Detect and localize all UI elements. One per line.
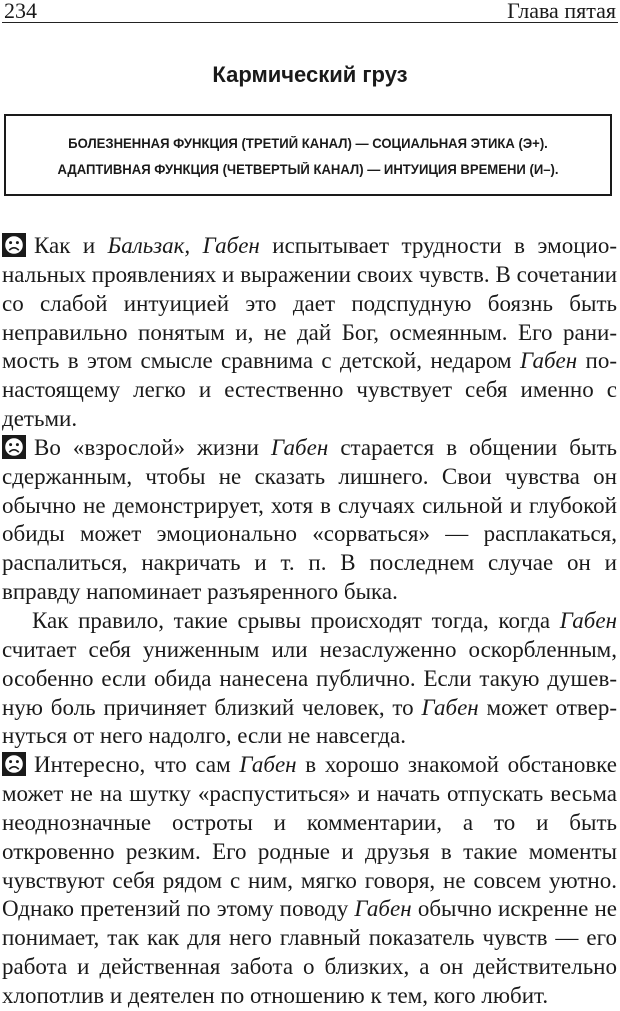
section-title: Кармический груз [212, 62, 408, 87]
sad-face-icon [2, 435, 26, 459]
sad-face-icon [2, 752, 26, 776]
paragraph-text: может отвернуться от него надолго, если не навсегда. [2, 694, 617, 749]
paragraph-text: понастоящему легко и естественно чувствует себя именно с детьми. [2, 348, 617, 432]
running-title: Глава пятая [507, 0, 616, 23]
paragraph-text: Во «взрослой» жизни [34, 434, 272, 460]
paragraph-3 [2, 607, 617, 751]
paragraph-text: в хорошо знакомой обстановке может не на шутку «распуститься» и начать отпускать весьма неоднозначные остроты и комментарии, а то и быть откровенно резким. Его родные и друзья в такие моменты чувствуют себя рядом с ним, мягко говоря, не совсем уютно. Однако претензий по этому поводу [2, 752, 617, 922]
paragraph-text: Как и [34, 233, 108, 258]
type-name: Габен [271, 434, 329, 460]
paragraph-text: считает себя униженным или незаслуженно оскорбленным, особенно если обида нанесена публично. Если такую душевную боль причиняет близкий человек, то [2, 636, 617, 720]
type-name: Габен [559, 607, 617, 633]
paragraph-text: обычно искренне не понимает, так как для него главный показатель чувств — его работа и действенная забота о близких, а он действительно хлопотлив и деятелен по отношению к тем, кого любит. [2, 896, 617, 1008]
sad-face-icon [2, 233, 26, 257]
paragraph-1 [2, 232, 617, 434]
paragraph-text: Как правило, такие срывы происходят тогда, когда [32, 607, 560, 633]
paragraph-4 [2, 751, 617, 1011]
type-name: Габен [354, 896, 412, 922]
paragraph-text: Интересно, что сам [34, 752, 240, 778]
type-name: Габен [421, 694, 479, 720]
body-text [2, 232, 617, 1011]
running-header [2, 0, 618, 23]
paragraph-2 [2, 434, 617, 607]
painful-function-line: БОЛЕЗНЕННАЯ ФУНКЦИЯ (ТРЕТИЙ КАНАЛ) — СОЦИАЛЬНАЯ ЭТИКА (Э+). [68, 136, 548, 151]
functions-box [4, 114, 612, 196]
page-number: 234 [4, 0, 37, 23]
paragraph-text: старается в общении быть сдержанным, чтобы не сказать лишнего. Свои чувства он обычно не демонстрирует, хотя в случаях сильной и глубокой обиды может эмоционально «сорваться» — расплакаться, распалиться, накричать и т. п. В последнем случае он и вправду напоминает разъяренного быка. [2, 434, 617, 605]
adaptive-function-line: АДАПТИВНАЯ ФУНКЦИЯ (ЧЕТВЕРТЫЙ КАНАЛ) — ИНТУИЦИЯ ВРЕМЕНИ (И–). [57, 162, 559, 177]
type-name: Бальзак, Габен [107, 233, 260, 258]
type-name: Габен [519, 348, 578, 374]
type-name: Габен [239, 752, 297, 778]
paragraph-text: испытывает трудности в эмоциональных проявлениях и выражении своих чувств. В сочетании со слабой интуицией это дает подспудную боязнь быть неправильно понятым и, не дай Бог, осмеянным. Его ранимость в этом смысле сравнима с детской, недаром [2, 233, 617, 374]
